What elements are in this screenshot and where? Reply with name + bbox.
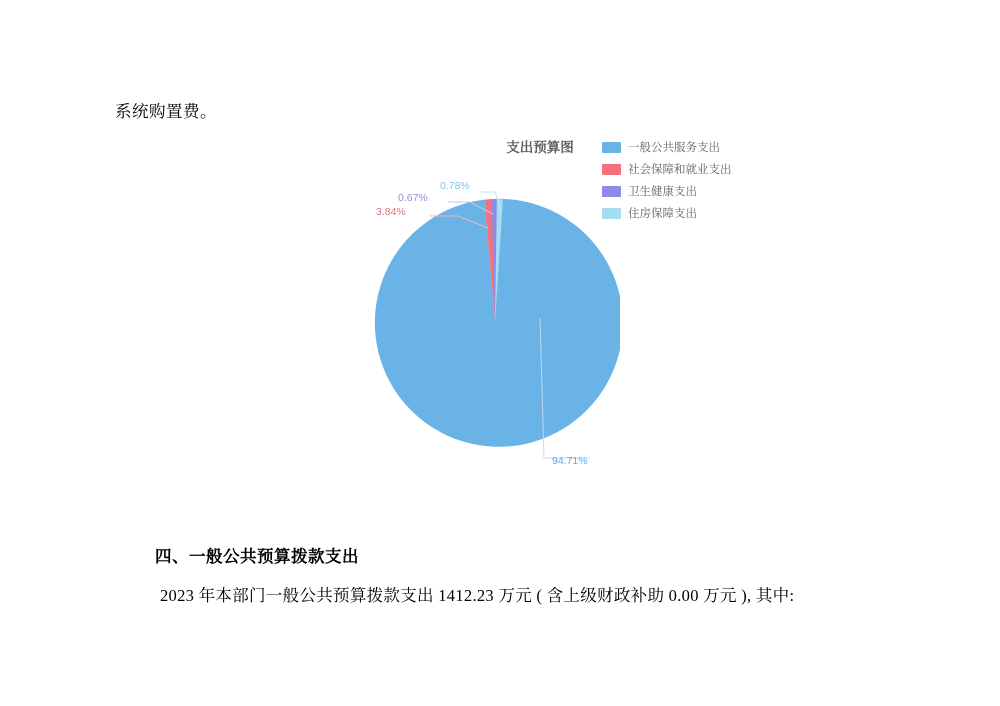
legend-label: 一般公共服务支出 <box>628 142 720 154</box>
legend-item[interactable] <box>602 158 752 180</box>
legend-swatch-icon <box>602 164 621 175</box>
chart-title: 支出预算图 <box>506 140 574 155</box>
pie-chart <box>370 198 620 448</box>
top-paragraph: 系统购置费。 <box>115 102 217 121</box>
legend-swatch-icon <box>602 186 621 197</box>
section-heading: 四、一般公共预算拨款支出 <box>155 548 359 566</box>
pie-label-health: 0.67% <box>398 192 428 204</box>
pie-label-general-public-service: 94.71% <box>552 455 588 467</box>
legend-item[interactable] <box>602 136 752 158</box>
expenditure-budget-chart <box>330 128 750 488</box>
legend-swatch-icon <box>602 142 621 153</box>
pie-label-social-security: 3.84% <box>376 206 406 218</box>
legend-label: 社会保障和就业支出 <box>628 164 732 176</box>
body-paragraph: 2023 年本部门一般公共预算拨款支出 1412.23 万元 ( 含上级财政补助 0.00 万元 ), 其中: <box>160 586 795 605</box>
legend-item[interactable] <box>602 202 752 224</box>
legend-label: 卫生健康支出 <box>628 186 697 198</box>
pie-label-housing: 0.78% <box>440 180 470 192</box>
legend-label: 住房保障支出 <box>628 208 697 220</box>
pie-chart-svg <box>370 198 620 448</box>
chart-legend <box>602 136 752 224</box>
legend-item[interactable] <box>602 180 752 202</box>
